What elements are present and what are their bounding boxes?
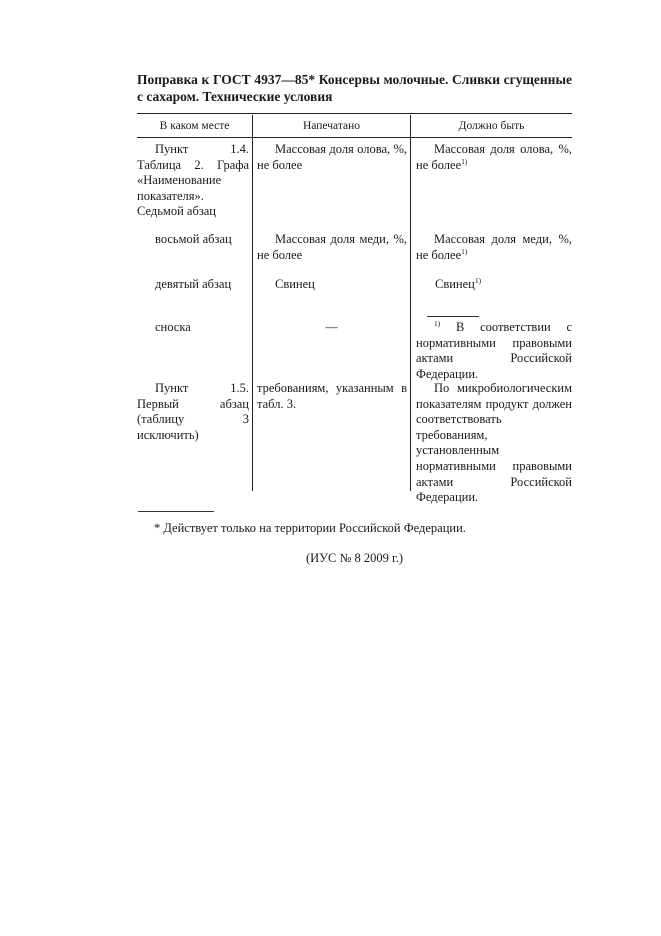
document-title: Поправка к ГОСТ 4937—85* Консервы молочные. Сливки сгущенные с сахаром. Технические условия <box>137 72 572 104</box>
page-footnote: * Действует только на территории Российской Федерации. <box>154 521 466 535</box>
row3-printed: Свинец <box>275 277 315 291</box>
row4-should-be-text: В соответствии с нормативными правовыми актами Российской Федерации. <box>416 320 573 381</box>
issue-reference: (ИУС № 8 2009 г.) <box>305 551 404 565</box>
row4-printed: — <box>325 320 338 334</box>
table-column-divider-1 <box>252 115 253 491</box>
row3-should-be-text: Свинец <box>435 277 475 291</box>
row5-printed: требованиям, указанным в табл. 3. <box>257 381 407 411</box>
footnote-separator-rule <box>427 316 479 317</box>
row1-where: Пункт 1.4. Таблица 2. Графа «Наименование показателя». Седьмой абзац <box>137 142 249 219</box>
row3-should-be <box>435 277 565 293</box>
header-should-be: Должно быть <box>458 120 525 132</box>
table-top-rule <box>137 113 572 114</box>
row1-should-be <box>416 142 572 173</box>
row2-printed: Массовая доля меди, %, не более <box>257 232 407 262</box>
table-column-divider-2 <box>410 115 411 491</box>
header-printed: Напечатано <box>303 120 360 132</box>
table-header-rule <box>137 137 572 138</box>
row2-footnote-mark: 1) <box>461 246 468 256</box>
page-footnote-rule <box>138 511 214 512</box>
row5-where: Пункт 1.5. Первый абзац (таблицу 3 исключить) <box>137 381 249 442</box>
row4-where: сноска <box>155 320 191 334</box>
row1-footnote-mark: 1) <box>461 156 468 166</box>
row1-should-be-text: Массовая доля олова, %, не более <box>416 142 572 172</box>
row4-footnote-mark: 1) <box>434 319 441 328</box>
row1-printed: Массовая доля олова, %, не более <box>257 142 407 172</box>
row5-should-be: По микробиологическим показателям продукт должен соответствовать требованиям, установленным нормативными правовыми актами Российской Федерации. <box>416 381 572 505</box>
row3-where: девятый абзац <box>155 277 232 291</box>
row2-where: восьмой абзац <box>155 232 232 246</box>
row3-footnote-mark: 1) <box>474 276 482 285</box>
row4-should-be <box>416 320 572 382</box>
row2-should-be <box>416 232 572 263</box>
row2-should-be-text: Массовая доля меди, %, не более <box>416 232 572 262</box>
header-where: В каком месте <box>159 120 230 132</box>
